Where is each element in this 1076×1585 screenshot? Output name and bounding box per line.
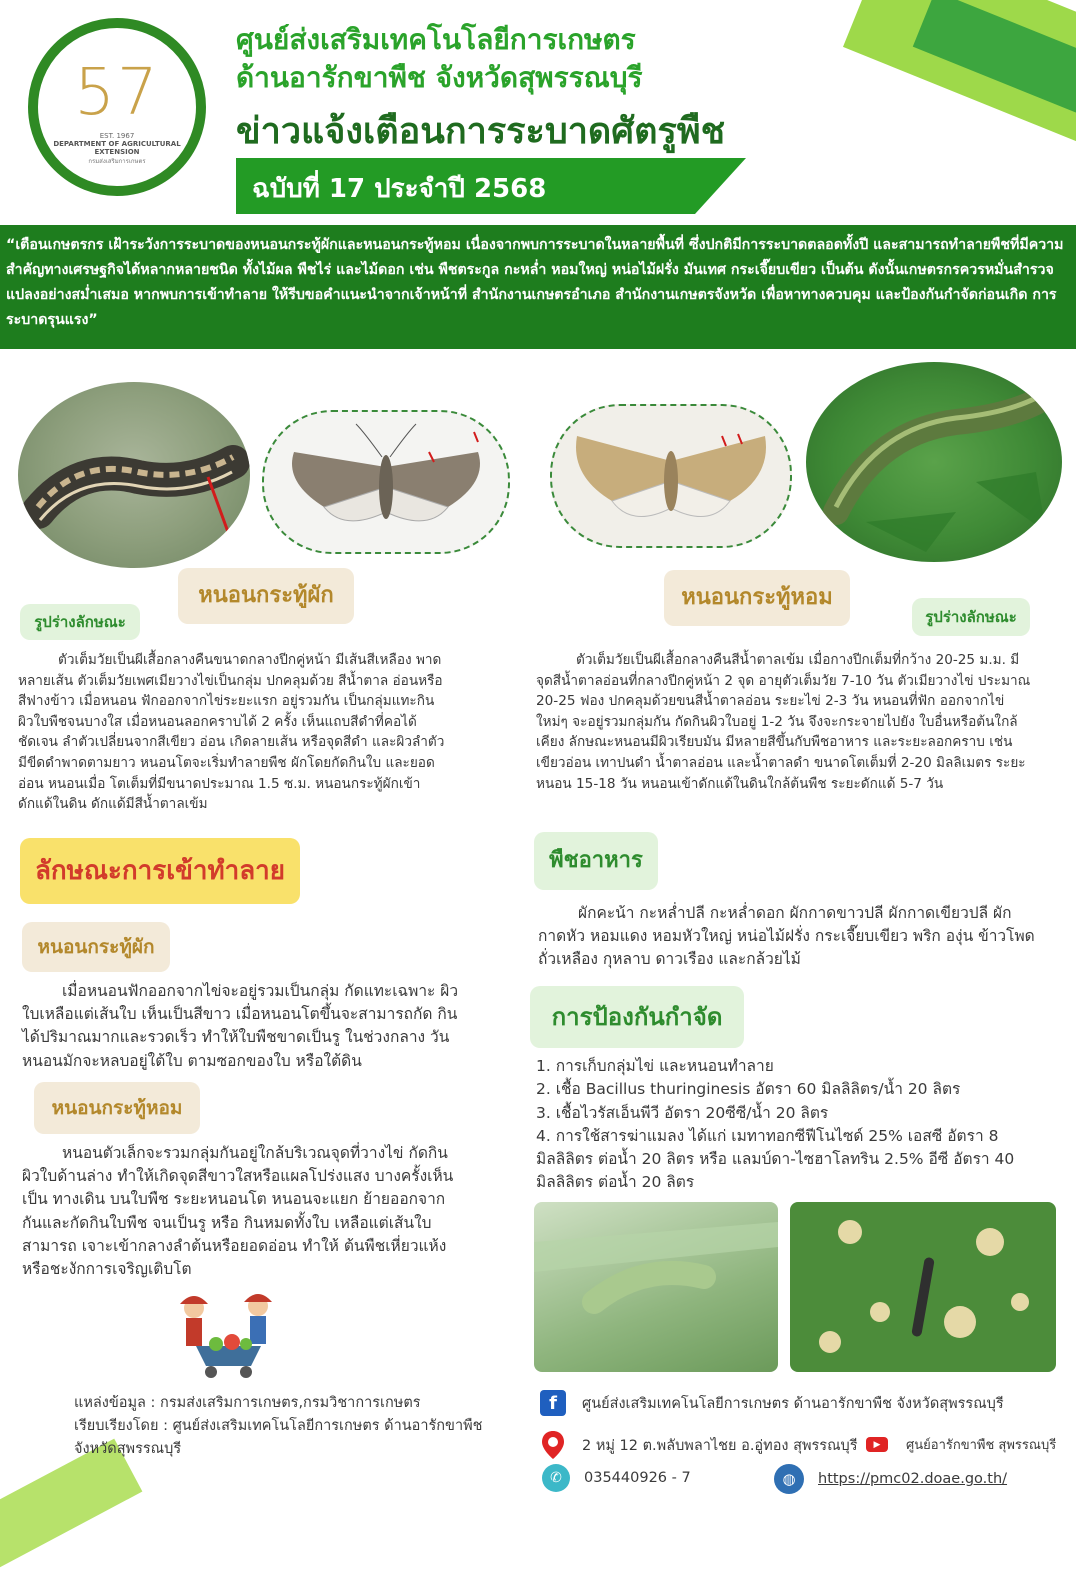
host-plants-text-body: ผักคะน้า กะหล่ำปลี กะหล่ำดอก ผักกาดขาวปลี ผักกาดเขียวปลี ผักกาดหัว หอมแดง หอมหัวใหญ่ หน่อไม้ฝรั่ง กระเจี๊ยบเขียว พริก องุ่น ข้าวโพด ถั่วเหลือง กุหลาบ ดาวเรือง และกล้วยไม้ — [538, 904, 1035, 969]
control-item: 1. การเก็บกลุ่มไข่ และหนอนทำลาย — [536, 1057, 774, 1075]
department-logo — [28, 18, 206, 196]
facebook-page-name[interactable]: ศูนย์ส่งเสริมเทคโนโลยีการเกษตร ด้านอารักขาพืช จังหวัดสุพรรณบุรี — [582, 1395, 1004, 1412]
shape-label-right: รูปร่างลักษณะ — [912, 598, 1030, 636]
control-list — [536, 1055, 1056, 1195]
pest-name-beet-armyworm: หนอนกระทู้หอม — [664, 570, 850, 626]
logo-number: 57 — [74, 56, 160, 130]
control-item: 3. เชื้อไวรัสเอ็นพีวี อัตรา 20ซีซี/น้ำ 20 ลิตร — [536, 1103, 829, 1122]
warning-text: “เตือนเกษตรกร เฝ้าระวังการระบาดของหนอนกระทู้ผักและหนอนกระทู้หอม เนื่องจากพบการระบาดในหลายพื้นที่ ซึ่งปกติมีการระบาดตลอดทั้งปี และสามารถทำลายพืชที่มีความสำคัญทางเศรษฐกิจได้หลากหลายชนิด ทั้งไม้ผล พืชไร่ และไม้ดอก เช่น พืชตระกูล กะหล่ำ หอมใหญ่ หน่อไม้ฝรั่ง มันเทศ กระเจี๊ยบเขียว เป็นต้น ดังนั้นเกษตรกรควรหมั่นสำรวจ แปลงอย่างสม่ำเสมอ หากพบการเข้าทำลาย ให้รีบขอคำแนะนำจากเจ้าหน้าที่ สำนักงานเกษตรอำเภอ สำนักงานเกษตรจังหวัด เพื่อหาทางควบคุม และป้องกันกำจัดก่อนเกิด การระบาดรุนแรง” — [6, 237, 1064, 328]
control-heading: การป้องกันกำจัด — [530, 986, 744, 1048]
compiled-by-text: เรียบเรียงโดย : ศูนย์ส่งเสริมเทคโนโลยีการเกษตร ด้านอารักขาพืช จังหวัดสุพรรณบุรี — [74, 1418, 483, 1457]
cabbage-armyworm-moth-photo — [262, 410, 510, 554]
damage-text-cabbage-armyworm-body: เมื่อหนอนฟักออกจากไข่จะอยู่รวมเป็นกลุ่ม กัดแทะเฉพาะ ผิวใบเหลือแต่เส้นใบ เห็นเป็นสีขาว เมื่อหนอนโตขึ้นจะสามารถกัด กินได้ปริมาณมากและรวดเร็ว ทำให้ใบพืชขาดเป็นรู ในช่วงกลาง วันหนอนมักจะหลบอยู่ใต้ใบ ตามซอกของใบ หรือใต้ดิน — [22, 982, 459, 1070]
logo-dept: DEPARTMENT OF AGRICULTURAL EXTENSION — [53, 140, 181, 156]
logo-est: EST. 1967 — [99, 132, 135, 140]
org-name-line2: ด้านอารักขาพืช จังหวัดสุพรรณบุรี — [236, 61, 643, 94]
damage-text-beet-armyworm-body: หนอนตัวเล็กจะรวมกลุ่มกันอยู่ใกล้บริเวณจุดที่วางไข่ กัดกิน ผิวใบด้านล่าง ทำให้เกิดจุดสีขาวใสหรือแผลโปร่งแสง บางครั้งเห็นเป็น ทางเดิน บนใบพืช ระยะหนอนโต หนอนจะแยก ย้ายออกจากกันและกัดกินใบพืช จนเป็นรู หรือ กินหมดทั้งใบ เหลือแต่เส้นใบสามารถ เจาะเข้ากลางลำต้นหรือยอดอ่อน ทำให้ ต้นพืชเหี่ยวแห้งหรือชะงักการเจริญเติบโต — [22, 1144, 454, 1279]
control-item: 4. การใช้สารฆ่าแมลง ได้แก่ เมทาทอกซีฟีโนไซด์ 25% เอสซี อัตรา 8 มิลลิลิตร ต่อน้ำ 20 ลิตร หรือ แลมบ์ดา-ไซฮาโลทริน 2.5% อีซี อัตรา 40 มิลลิลิตร ต่อน้ำ 20 ลิตร — [536, 1126, 1015, 1192]
larva-on-onion-photo — [534, 1202, 778, 1372]
host-plants-text — [538, 902, 1038, 972]
phone-icon: ✆ — [542, 1464, 570, 1492]
youtube-channel-name[interactable]: ศูนย์อารักขาพืช สุพรรณบุรี — [906, 1438, 1057, 1453]
source-text: แหล่งข้อมูล : กรมส่งเสริมการเกษตร,กรมวิชาการเกษตร — [74, 1395, 421, 1411]
beet-armyworm-larva-photo — [806, 362, 1062, 562]
phone-contact — [542, 1464, 691, 1492]
facebook-icon: f — [540, 1390, 566, 1416]
address-contact — [540, 1430, 858, 1460]
damage-text-cabbage-armyworm — [22, 980, 462, 1073]
beet-armyworm-description — [536, 650, 1036, 794]
shape-label-left: รูปร่างลักษณะ — [20, 604, 140, 640]
facebook-contact[interactable] — [540, 1390, 1004, 1416]
address-text: 2 หมู่ 12 ต.พลับพลาไชย อ.อู่ทอง สุพรรณบุรี — [582, 1437, 858, 1454]
youtube-contact[interactable] — [866, 1434, 1056, 1455]
beet-armyworm-description-text: ตัวเต็มวัยเป็นผีเสื้อกลางคืนสีน้ำตาลเข้ม เมื่อกางปีกเต็มที่กว้าง 20-25 ม.ม. มีจุดสีน้ำตาลอ่อนที่กลางปีกคู่หน้า 2 จุด อายุตัวเต็มวัย 7-10 วัน ตัวเมียวางไข่ ประมาณ 20-25 ฟอง ปกคลุมด้วยขนสีน้ำตาลอ่อน ระยะไข่ 2-3 วัน หนอนที่ฟัก ออกจากไข่ใหม่ๆ จะอยู่รวมกลุ่มกัน กัดกินผิวใบอยู่ 1-2 วัน จึงจะกระจายไปยัง ใบอื่นหรือต้นใกล้เคียง ลักษณะหนอนมีผิวเรียบมัน มีหลายสีขึ้นกับพืชอาหาร และระยะลอกคราบ เช่น เขียวอ่อน เทาปนดำ น้ำตาลอ่อน และน้ำตาลดำ ขนาดโตเต็มที่ 2-20 มิลลิเมตร ระยะหนอน 15-18 วัน หนอนเข้าดักแด้ในดินใกล้ต้นพืช ระยะดักแด้ 5-7 วัน — [536, 652, 1031, 792]
cabbage-armyworm-description — [18, 650, 446, 815]
cabbage-armyworm-larva-photo — [18, 382, 250, 568]
issue-number: ฉบับที่ 17 ประจำปี 2568 — [252, 174, 547, 204]
page-title: ข่าวแจ้งเตือนการระบาดศัตรูพืช — [236, 111, 726, 152]
farmers-illustration — [166, 1286, 286, 1382]
damaged-leaf-photo — [790, 1202, 1056, 1372]
youtube-icon: ▶ — [866, 1437, 888, 1452]
damage-label-beet-armyworm: หนอนกระทู้หอม — [34, 1082, 200, 1134]
damage-heading: ลักษณะการเข้าทำลาย — [20, 838, 300, 904]
host-plants-heading: พืชอาหาร — [534, 832, 658, 890]
org-name-line1: ศูนย์ส่งเสริมเทคโนโลยีการเกษตร — [236, 23, 636, 56]
phone-number: 035440926 - 7 — [584, 1470, 691, 1486]
website-link[interactable]: https://pmc02.doae.go.th/ — [818, 1471, 1008, 1487]
website-contact[interactable] — [774, 1464, 1007, 1494]
control-item: 2. เชื้อ Bacillus thuringinesis อัตรา 60 มิลลิลิตร/น้ำ 20 ลิตร — [536, 1080, 961, 1099]
globe-icon: ◍ — [774, 1464, 804, 1494]
source-credits — [74, 1392, 524, 1461]
warning-banner — [0, 225, 1076, 349]
cabbage-armyworm-description-text: ตัวเต็มวัยเป็นผีเสื้อกลางคืนขนาดกลางปีกคู่หน้า มีเส้นสีเหลือง พาดหลายเส้น ตัวเต็มวัยเพศเมียวางไข่เป็นกลุ่ม ปกคลุมด้วย สีน้ำตาล อ่อนหรือ สีฟางข้าว เมื่อหนอน ฟักออกจากไข่ระยะแรก อยู่รวมกัน เป็นกลุ่มแทะกินผิวใบพืชจนบางใส เมื่อหนอนลอกคราบได้ 2 ครั้ง เห็นแถบสีดำที่คอได้ชัดเจน ลำตัวเปลี่ยนจากสีเขียว อ่อน เกิดลายเส้น หรือจุดสีดำ และผิวลำตัวมีขีดดำพาดตามยาว หนอนโตจะเริ่มทำลายพืช ผักโดยกัดกินใบ และยอดอ่อน หนอนเมื่อ โตเต็มที่มีขนาดประมาณ 1.5 ซ.ม. หนอนกระทู้ผักเข้าดักแด้ในดิน ดักแด้มีสีน้ำตาลเข้ม — [18, 652, 445, 813]
pest-name-cabbage-armyworm: หนอนกระทู้ผัก — [178, 568, 354, 624]
damage-text-beet-armyworm — [22, 1142, 462, 1281]
logo-dept-th: กรมส่งเสริมการเกษตร — [88, 158, 146, 165]
location-pin-icon — [540, 1430, 566, 1460]
beet-armyworm-moth-photo — [550, 404, 792, 548]
damage-label-cabbage-armyworm: หนอนกระทู้ผัก — [22, 922, 170, 972]
